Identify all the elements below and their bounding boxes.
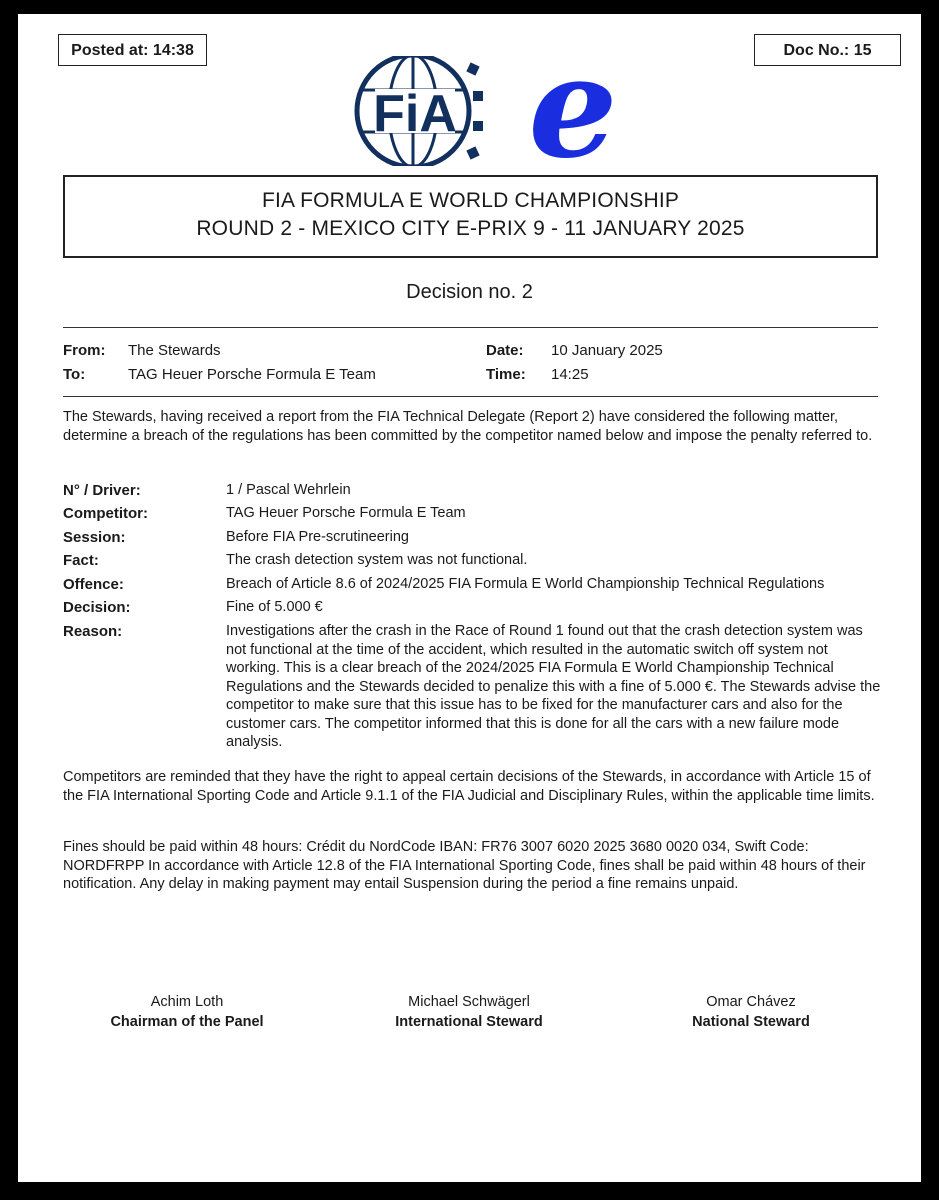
divider-top [63,327,878,328]
signatory-title: Chairman of the Panel [110,1014,264,1030]
document-page [18,14,921,1182]
event-title: ROUND 2 - MEXICO CITY E-PRIX 9 - 11 JANUARY 2025 [196,217,745,240]
formula-e-glyph: e [528,56,618,166]
decision-title: Decision no. 2 [406,281,533,303]
field-label: Offence: [63,576,124,593]
signature-international-steward [339,992,599,1032]
to-value: TAG Heuer Porsche Formula E Team [128,366,376,383]
field-label: Reason: [63,623,123,640]
field-value: Investigations after the crash in the Race of Round 1 found out that the crash detection system was not functional at the time of the accident, which resulted in the automatic switch off system not working. This is a clear breach of the 2024/2025 FIA Formula E World Championship Technical Regulations and the Stewards decided to penalize this with a fine of 5.000 €. The Stewards advise the competitor to make sure that this issue has to be fixed for the manufacturer cars and also for the customer cars. The competitor informed that this is done for all the cars with a new failure mode analysis. [226,623,881,750]
divider-bottom [63,396,878,397]
date-value: 10 January 2025 [551,342,663,359]
field-value: Fine of 5.000 € [226,599,323,615]
championship-title: FIA FORMULA E WORLD CHAMPIONSHIP [261,189,680,212]
field-value: TAG Heuer Porsche Formula E Team [226,505,466,521]
signatory-name: Achim Loth [150,994,224,1010]
intro-paragraph: The Stewards, having received a report from the FIA Technical Delegate (Report 2) have considered the following matter, determine a breach of the regulations has been committed by the competitor named below and impose the penalty referred to. [63,409,873,444]
championship-header [63,175,878,258]
from-label: From: [63,342,106,359]
field-label: Fact: [63,552,99,569]
field-label: Competitor: [63,505,148,522]
field-label: Decision: [63,599,131,616]
time-value: 14:25 [551,366,589,383]
signatory-name: Michael Schwägerl [408,994,530,1010]
logos [328,56,628,166]
field-label: N° / Driver: [63,482,141,499]
signature-national-steward [621,992,881,1032]
signatory-title: International Steward [395,1014,543,1030]
from-value: The Stewards [128,342,221,359]
field-value: The crash detection system was not functional. [226,552,528,568]
formula-e-logo [528,56,617,166]
field-value: Breach of Article 8.6 of 2024/2025 FIA Formula E World Championship Technical Regulations [226,576,825,592]
time-label: Time: [486,366,526,383]
to-label: To: [63,366,86,383]
fia-logo [357,56,483,166]
date-label: Date: [486,342,524,359]
posted-time-box: Posted at: 14:38 [58,34,207,66]
document-number-box: Doc No.: 15 [754,34,901,66]
appeal-paragraph: Competitors are reminded that they have the right to appeal certain decisions of the Stewards, in accordance with Article 15 of the FIA International Sporting Code and Article 9.1.1 of the FIA Judicial and Disciplinary Rules, within the applicable time limits. [63,769,875,804]
field-value: Before FIA Pre-scrutineering [226,529,409,545]
signature-chairman [57,992,317,1032]
signatory-title: National Steward [692,1014,810,1030]
fia-logo-text: FiA [373,85,457,143]
signatory-name: Omar Chávez [706,994,796,1010]
field-label: Session: [63,529,126,546]
field-value: 1 / Pascal Wehrlein [226,482,351,498]
fines-paragraph: Fines should be paid within 48 hours: Crédit du NordCode IBAN: FR76 3007 6020 2025 3680 0020 034, Swift Code: NORDFRPP In accordance with Article 12.8 of the FIA International Sporting Code, fines shall be paid within 48 hours of their notification. Any delay in making payment may entail Suspension during the period a fine remains unpaid. [63,839,866,892]
